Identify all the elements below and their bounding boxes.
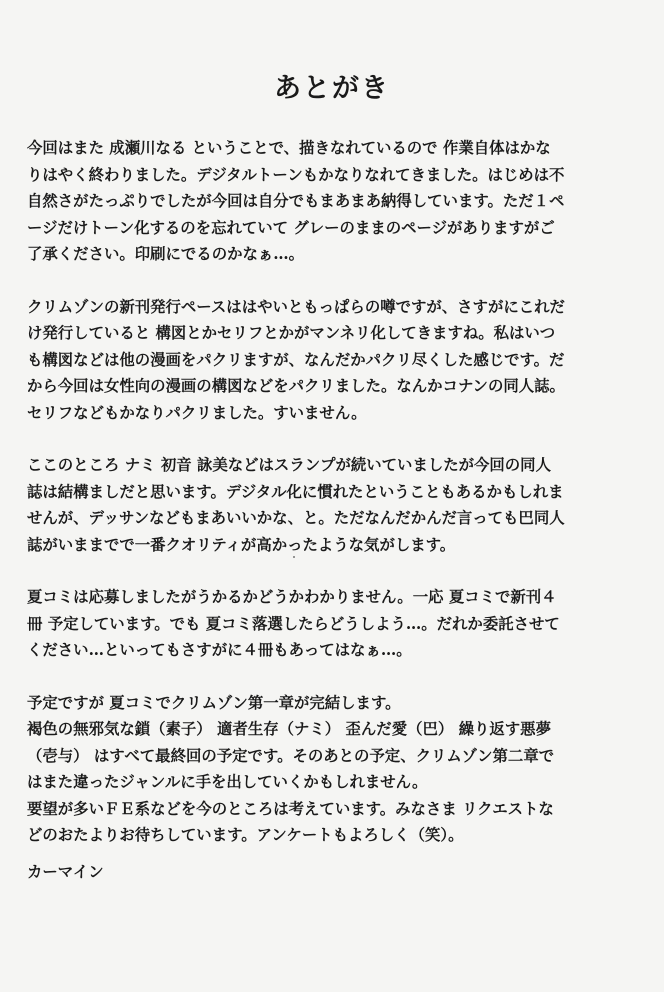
text-line: ここのところ ナミ 初音 詠美などはスランプが続いていましたが今回の同人 [27, 456, 551, 474]
text-line: セリフなどもかなりパクリました。すいません。 [27, 403, 367, 422]
text-line: 予定ですが 夏コミでクリムゾン第一章が完結します。 [27, 693, 401, 712]
text-line: 要望が多いＦＥ系などを今のところは考えています。みなさま リクエストな [27, 799, 554, 818]
paragraph-3 [27, 452, 647, 558]
text-line: 誌は結構ましだと思います。デジタル化に慣れたということもあるかもしれま [27, 482, 564, 501]
text-line: ください…といってもさすがに４冊もあってはなぁ…。 [27, 641, 412, 659]
text-line: 冊 予定しています。でも 夏コミ落選したらどうしよう…。だれか委託させて [27, 614, 560, 633]
paragraph-4 [27, 584, 647, 664]
paragraph-5 [27, 690, 647, 849]
text-line: はまた違ったジャンルに手を出していくかもしれません。 [27, 773, 428, 791]
scan-speck [293, 556, 295, 558]
text-line: 誌がいままでで一番クオリティが高かったような気がします。 [27, 535, 456, 554]
text-line: ージだけトーン化するのを忘れていて グレーのままのページがありますがご [27, 218, 555, 237]
paragraph-1 [27, 135, 647, 268]
author-signature: カーマイン [27, 863, 104, 881]
text-line: せんが、デッサンなどもまあいいかな、と。ただなんだかんだ言っても巴同人 [27, 509, 565, 527]
text-line: 自然さがたっぷりでしたが今回は自分でもまあまあ納得しています。ただ１ペ [27, 192, 565, 210]
text-line: どのおたよりお待ちしています。アンケートもよろしく（笑）。 [27, 826, 464, 844]
paragraph-2 [27, 294, 647, 427]
text-line: 今回はまた 成瀬川なる ということで、描きなれているので 作業自体はかな [27, 139, 551, 157]
text-line: クリムゾンの新刊発行ペースははやいともっぱらの噂ですが、さすがにこれだ [27, 297, 565, 316]
afterword-body [27, 135, 647, 875]
page-title: あとがき [274, 73, 390, 104]
text-line: から今回は女性向の漫画の構図などをパクリました。なんかコナンの同人誌。 [27, 377, 565, 395]
text-line: りはやく終わりました。デジタルトーンもかなりなれてきました。はじめは不 [27, 165, 565, 184]
text-line: 夏コミは応募しましたがうかるかどうかわかりません。一応 夏コミで新刊４ [27, 588, 557, 606]
text-line: も構図などは他の漫画をパクリますが、なんだかパクリ尽くした感じです。だ [27, 350, 565, 369]
text-line: 褐色の無邪気な鎖（素子） 適者生存（ナミ） 歪んだ愛（巴） 繰り返す悪夢 [27, 720, 551, 738]
text-line: け発行していると 構図とかセリフとかがマンネリ化してきますね。私はいつ [27, 324, 556, 342]
text-line: （壱与） はすべて最終回の予定です。そのあとの予定、クリムゾン第二章で [27, 746, 555, 765]
text-line: 了承ください。印刷にでるのかなぁ…。 [27, 245, 305, 263]
